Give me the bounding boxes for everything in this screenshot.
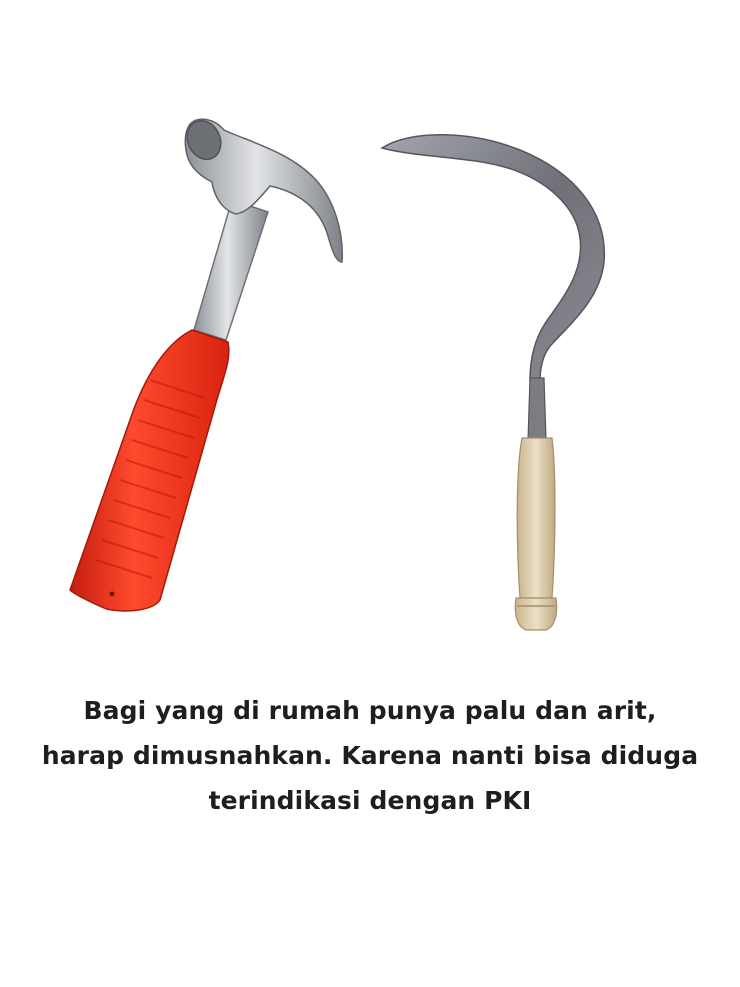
hammer [70,115,342,611]
hammer-grip [70,330,229,611]
caption-line-2: harap dimusnahkan. Karena nanti bisa diduga [41,741,699,770]
sickle-tang [528,378,546,440]
caption-line-1: Bagi yang di rumah punya palu dan arit, [83,696,657,725]
sickle-blade [382,135,604,380]
sickle [382,135,604,630]
hammer-shaft [194,200,268,340]
caption-line-3: terindikasi dengan PKI [208,786,532,815]
sickle-handle [517,438,555,598]
sickle-handle-cap [515,598,556,630]
caption [0,688,740,823]
